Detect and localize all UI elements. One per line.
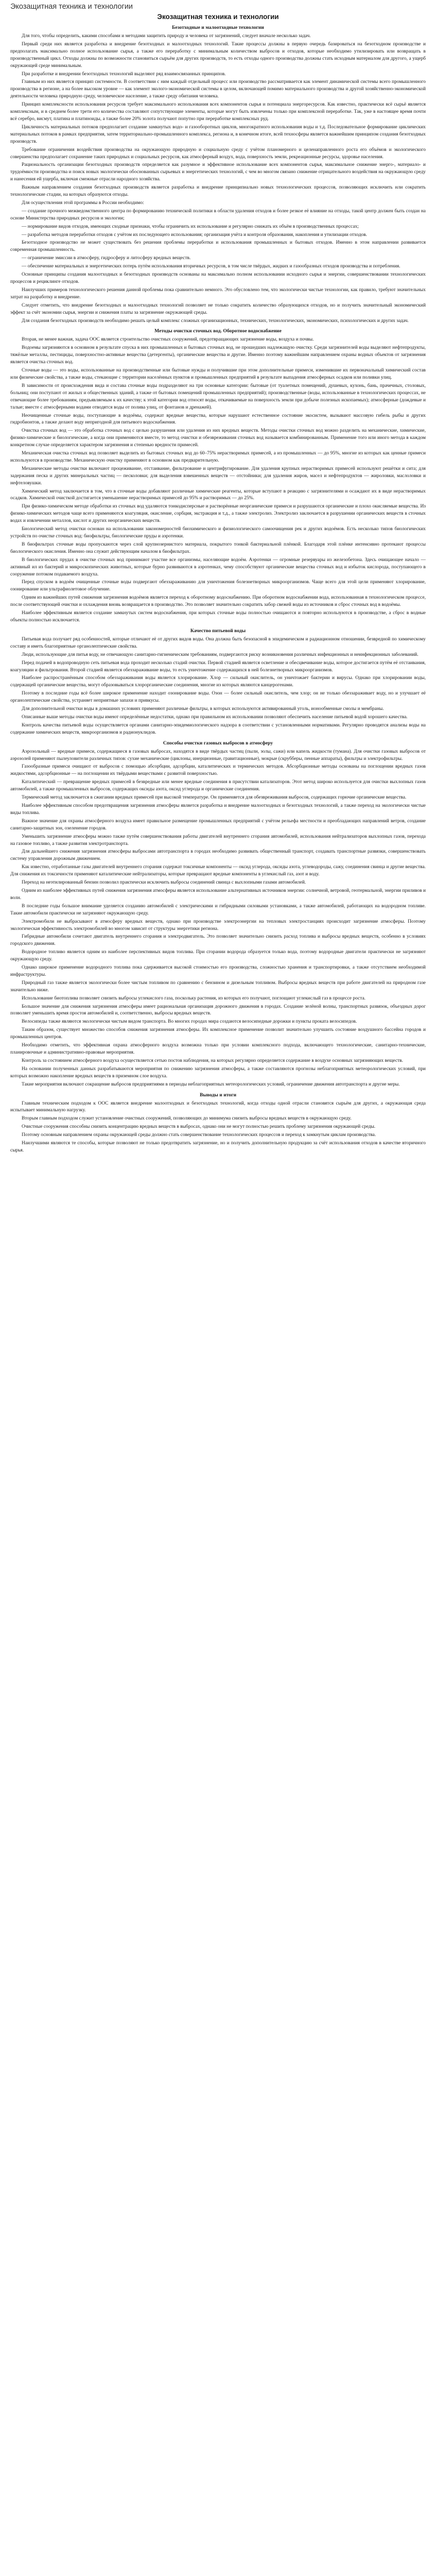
paragraph: — ограничение эмиссии в атмосферу, гидросферу и литосферу вредных веществ.	[22, 256, 191, 261]
document-section	[10, 24, 426, 325]
paragraph: Необходимо отметить, что эффективная охрана атмосферного воздуха возможна только при условии комплексного подхода, включающего технологические, санитарно-технические, планировочные и административно-правовые мероприятия.	[10, 1043, 426, 1055]
paragraph: Главным из них является принцип системности. В соответствии с ним каждый отдельный процесс или производство рассматривается как элемент динамической системы всего промышленного производства в регионе, а на более высоком уровне — как элемент эколого-экономической системы в целом, включающей помимо материального производства и другой хозяйственно-экономической деятельности человека природную среду, человеческое население, а также среду обитания человека.	[10, 79, 426, 99]
document-section	[10, 740, 426, 1089]
paragraph: Для осуществления этой программы в России необходимо:	[22, 200, 144, 206]
paragraph: Таким образом, существует множество способов снижения загрязнения атмосферы. Их комплексное применение позволит значительно улучшить состояние воздушного бассейна городов и промышленных центров.	[10, 1027, 426, 1040]
paragraph: Очистка сточных вод — это обработка сточных вод с целью разрушения или удаления из них вредных веществ. Методы очистки сточных вод можно разделить на механические, химические, физико-химические и биологические, а когда они применяются вместе, то метод очистки и обезвреживания сточных вод называется комбинированным. Применение того или иного метода в каждом конкретном случае определяется характером загрязнения и степенью вредности примесей.	[10, 428, 426, 448]
paragraph: Использование биотоплива позволяет снизить выбросы углекислого газа, поскольку растения, из которых его получают, поглощают углекислый газ в процессе роста.	[22, 995, 366, 1001]
paragraph: Перед подачей в водопроводную сеть питьевая вода проходит несколько стадий очистки. Первой стадией является осветление и обесцвечивание воды, которое достигается путём её отстаивания, коагуляции и фильтрования. Второй стадией является обеззараживание воды, то есть уничтожение содержащихся в ней болезнетворных микроорганизмов.	[10, 660, 426, 673]
paragraph: Поэтому основным направлением охраны окружающей среды должно стать совершенствование технологических процессов и переход к замкнутым циклам производства.	[22, 1132, 376, 1138]
paragraph: Наиболее эффективным способом предотвращения загрязнения атмосферы является разработка и внедрение малоотходных и безотходных технологий, а также переход на экологически чистые виды топлива.	[10, 803, 426, 816]
paragraph: Вторая, не менее важная, задача ООС является строительство очистных сооружений, предотвращающих загрязнение воды, воздуха и почвы.	[22, 337, 314, 343]
paragraph: Первый среди них является разработка и внедрение безотходных и малоотходных технологий. Такие процессы должны в первую очередь базироваться на безотходном производстве и предполагать максимально полное использование сырья, а также его переработку с минимальным количеством выбросов и отходов, которые необходимо утилизировать или возвращать в производственный цикл. Отходы должны по возможности становиться сырьём для других производств, то есть отходы одного производства должны стать исходным материалом для другого, а ущерб окружающей среде минимальным.	[10, 41, 426, 69]
paragraph: Наиболее распространённым способом обеззараживания воды является хлорирование. Хлор — сильный окислитель, он уничтожает бактерии и вирусы. Однако при хлорировании воды, содержащей органические вещества, могут образовываться хлорорганические соединения, многие из которых являются канцерогенами.	[10, 675, 426, 688]
paragraph: Переход на неэтилированный бензин позволил практически исключить выбросы соединений свинца с выхлопными газами автомобилей.	[22, 880, 306, 886]
paragraph: Неочищенные сточные воды, поступающие в водоёмы, содержат вредные вещества, которые нарушают естественное состояние экосистем, вызывают массовую гибель рыбы и других гидробионтов, а также делают воду непригодной для питьевого водоснабжения.	[10, 413, 426, 426]
paragraph: Уменьшить загрязнение атмосферы можно также путём совершенствования работы двигателей внутреннего сгорания автомобилей, использования нейтрализаторов выхлопных газов, перехода на газовое топливо, а также развития электротранспорта.	[10, 834, 426, 846]
paragraph: Одним из важнейших путей снижения загрязнения водоёмов является переход к оборотному водоснабжению. При оборотном водоснабжении вода, использованная в технологическом процессе, после соответствующей очистки и охлаждения вновь возвращается в производство. Это позволяет значительно сократить забор свежей воды из источников и сброс сточных вод в водоёмы.	[10, 595, 426, 608]
paragraph: Механическая очистка сточных вод позволяет выделить из бытовых сточных вод до 60–75% нерастворимых примесей, а из промышленных — до 95%, многие из которых как ценные примеси используются в производстве. Механическую очистку применяют в основном как предварительную.	[10, 451, 426, 463]
paragraph: Однако широкое применение водородного топлива пока сдерживается высокой стоимостью его производства, сложностью хранения и транспортировки, а также отсутствием необходимой инфраструктуры.	[10, 965, 426, 977]
paragraph: Большое значение для снижения загрязнения атмосферы имеет рациональная организация дорожного движения в городах. Создание зелёной волны, транспортных развязок, объездных дорог позволяет уменьшить время простоя автомобилей и, соответственно, выбросы вредных веществ.	[10, 1004, 426, 1016]
paragraph: Водоемы загрязняются в основном в результате спуска в них промышленных и бытовых сточных вод, не прошедших надлежащую очистку. Среди загрязнителей воды выделяют нефтепродукты, тяжёлые металлы, пестициды, поверхностно-активные вещества (детергенты), органические вещества и другие. Именно поэтому важнейшим направлением охраны водных объектов от загрязнения является очистка сточных вод.	[10, 345, 426, 365]
document-section	[10, 1092, 426, 1155]
paragraph: Наиболее эффективным является создание замкнутых систем водоснабжения, при которых сточные воды полностью очищаются и повторно используются в производстве, а сброс в водные объекты полностью исключается.	[10, 611, 426, 623]
paragraph: — разработка методов переработки отходов с учётом их последующего использования; организация учёта и контроля образования, накопления и утилизации отходов.	[22, 232, 368, 238]
paragraph: Наилучшими являются те способы, которые позволяют не только предотвратить загрязнение, но и получить дополнительную продукцию за счёт использования отходов в качестве вторичного сырья.	[10, 1141, 426, 1153]
paragraph: Химический метод заключается в том, что в сточные воды добавляют различные химические реагенты, которые вступают в реакцию с загрязнителями и осаждают их в виде нерастворимых осадков. Химической очисткой достигается уменьшение нерастворимых примесей до 95% и растворимых — до 25%.	[10, 488, 426, 501]
paragraph: Водородное топливо является одним из наиболее перспективных видов топлива. При сгорании водорода образуется только вода, поэтому водородные двигатели практически не загрязняют окружающую среду.	[10, 950, 426, 962]
section-heading: Способы очистки газовых выбросов в атмосферу	[163, 740, 273, 746]
paragraph: Сточные воды — это воды, использованные на производственные или бытовые нужды и получившие при этом дополнительные примеси, изменившие их первоначальный химический состав или физические свойства, а также воды, стекающие с территории населённых пунктов и промышленных предприятий в результате выпадения атмосферных осадков или поливки улиц.	[10, 368, 426, 380]
paragraph: Аэрозольный — вредные примеси, содержащиеся в газовых выбросах, находятся в виде твёрдых частиц (пыли, золы, сажи) или капель жидкости (тумана). Для очистки газовых выбросов от аэрозолей применяют пылеуловители различных типов: сухие механические (циклоны, инерционные, гравитационные), мокрые (скрубберы, пенные аппараты), фильтры и электрофильтры.	[10, 749, 426, 761]
paragraph: Велосипеды также являются экологически чистым видом транспорта. Во многих городах мира создаются велосипедные дорожки и пункты проката велосипедов.	[22, 1019, 357, 1025]
paragraph: Для создания безотходных производств необходимо решать целый комплекс сложных организационных, технических, технологических, экономических, психологических и других задач.	[22, 318, 409, 324]
document-body	[10, 24, 426, 1155]
document-section	[10, 328, 426, 624]
paragraph: Основные принципы создания малоотходных и безотходных производств основаны на максимально полном использовании исходного сырья и энергии, совершенствовании технологических процессов и рециклинге отходов.	[10, 272, 426, 284]
paragraph: В биологических прудах в очистке сточных вод принимают участие все организмы, населяющие водоём. Аэротенки — огромные резервуары из железобетона. Здесь очищающее начало — активный ил из бактерий и микроскопических животных, которые бурно развиваются в аэротенках, чему способствуют органические вещества сточных вод и избыток кислорода, поступающего в сооружение потоком подаваемого воздуха.	[10, 557, 426, 577]
paragraph: Электромобили не выбрасывают в атмосферу вредных веществ, однако при производстве электроэнергии на тепловых электростанциях происходит загрязнение атмосферы. Поэтому экологическая эффективность электромобилей во многом зависит от структуры энергетики региона.	[10, 919, 426, 931]
paragraph: Природный газ также является экологически более чистым топливом по сравнению с бензином и дизельным топливом. Выбросы вредных веществ при работе двигателей на природном газе значительно ниже.	[10, 980, 426, 993]
paragraph: В зависимости от происхождения вида и состава сточные воды подразделяют на три основные категории: бытовые (от туалетных помещений, душевых, кухонь, бань, прачечных, столовых, больниц; они поступают от жилых и общественных зданий, а также от бытовых помещений промышленных предприятий); производственные (воды, использованные в технологических процессах, не отвечающие более требованиям, предъявляемым к их качеству; к этой категории вод относят воды, откачиваемые на поверхность земли при добыче полезных ископаемых); атмосферные (дождевые и талые; вместе с атмосферными водами отводятся воды от полива улиц, от фонтанов и дренажей).	[10, 383, 426, 410]
section-heading: Выводы и итоги	[200, 1092, 236, 1098]
document-section	[10, 628, 426, 737]
paragraph: Наилучших примеров технологического решения данной проблемы пока сравнительно немного. Это обусловлено тем, что экологически чистые технологии, как правило, требуют значительных затрат на разработку и внедрение.	[10, 287, 426, 300]
paragraph: Люди, использующие для питья воду, не отвечающую санитарно-гигиеническим требованиям, подвергаются риску возникновения различных инфекционных и неинфекционных заболеваний.	[22, 652, 418, 657]
paragraph: Питьевая вода получает ряд особенностей, которые отличают её от других видов воды. Она должна быть безопасной в эпидемическом и радиационном отношении, безвредной по химическому составу и иметь благоприятные органолептические свойства.	[10, 636, 426, 649]
paragraph: Важное значение для охраны атмосферного воздуха имеет правильное размещение промышленных предприятий с учётом рельефа местности и преобладающих направлений ветров, создание санитарно-защитных зон, озеленение городов.	[10, 818, 426, 831]
paragraph: Для дополнительной очистки воды в домашних условиях применяют различные фильтры, в которых используются активированный уголь, ионообменные смолы и мембраны.	[22, 706, 384, 712]
paragraph: Важным направлением создания безотходных производств является разработка и внедрение принципиально новых технологических процессов, позволяющих исключить или сократить технологические стадии, на которых образуются отходы.	[10, 185, 426, 198]
paragraph: Каталитический — превращение вредных примесей в безвредные или менее вредные соединения в присутствии катализаторов. Этот метод широко используется для очистки выхлопных газов автомобилей, а также промышленных выбросов, содержащих оксиды азота, оксид углерода и органические соединения.	[10, 779, 426, 792]
paragraph: Требование ограничения воздействия производства на окружающую природную и социальную среду с учётом планомерного и целенаправленного роста его объёмов и экологического совершенства предполагает сохранение таких природных и социальных ресурсов, как атмосферный воздух, вода, поверхность земли, рекреационные ресурсы, здоровье населения.	[10, 147, 426, 160]
paragraph: Поэтому в последние годы всё более широкое применение находит озонирование воды. Озон — более сильный окислитель, чем хлор; он не только обеззараживает воду, но и улучшает её органолептические свойства, устраняет неприятные запахи и привкусы.	[10, 691, 426, 704]
paragraph: Безотходное производство не может существовать без решения проблемы переработки и использования промышленных и бытовых отходов. Именно в этом направлении развивается современная промышленность.	[10, 240, 426, 253]
section-heading: Качество питьевой воды	[190, 628, 246, 634]
paragraph: Рациональность организации безотходных производств определяется как разумное и эффективное использование всех компонентов сырья, максимальное снижение энерго-, материало- и трудоёмкости производства и поиск новых экологически обоснованных сырьевых и энергетических технологий, с чем во многом связано снижение отрицательного воздействия на окружающую среду и нанесения ей ущерба, включая смежные отрасли народного хозяйства.	[10, 162, 426, 182]
paragraph: — создание прочного межведомственного центра по формированию технической политики в области удаления отходов и более резкое её влияние на отходы, такой центр должен быть создан на основе Министерства природных ресурсов и экологии;	[10, 208, 426, 221]
paragraph: Такие мероприятия включают сокращение выбросов предприятиями в периоды неблагоприятных метеорологических условий, ограничение движения автотранспорта и другие меры.	[22, 1081, 400, 1087]
paragraph: Газообразные примеси очищают от выбросов с помощью абсорбции, адсорбции, каталитических и термических методов. Абсорбционные методы основаны на поглощении вредных газов жидкостями, адсорбционные — на поглощении их твёрдыми веществами с развитой поверхностью.	[10, 764, 426, 777]
document-heading: Экозащитная техника и технологии	[157, 13, 279, 21]
paragraph: Термический метод заключается в сжигании вредных примесей при высокой температуре. Он применяется для обезвреживания выбросов, содержащих горючие органические вещества.	[22, 795, 407, 801]
paragraph: В последние годы большое внимание уделяется созданию автомобилей с электрическими и гибридными силовыми установками, а также автомобилей, работающих на водородном топливе. Такие автомобили практически не загрязняют окружающую среду.	[10, 903, 426, 916]
paragraph: Для того, чтобы определить, какими способами и методами защитить природу и человека от загрязнений, следует вначале несколько задач.	[22, 33, 311, 39]
paragraph: Одним из наиболее эффективных путей снижения загрязнения атмосферы является использование альтернативных источников энергии: солнечной, ветровой, геотермальной, энергии приливов и волн.	[10, 888, 426, 901]
paragraph: При разработке и внедрении безотходных технологий выделяют ряд взаимосвязанных принципов.	[22, 71, 226, 77]
paragraph: Контроль качества питьевой воды осуществляется органами санитарно-эпидемиологического надзора в соответствии с установленными нормативами. Регулярно проводятся анализы воды на содержание химических веществ, микроорганизмов и радионуклидов.	[10, 722, 426, 735]
page-title: Экозащитная техника и технологии	[10, 3, 133, 11]
paragraph: Следует отметить, что внедрение безотходных и малоотходных технологий позволяет не только сократить количество образующихся отходов, но и получить значительный экономический эффект за счёт экономии сырья, энергии и снижения платы за загрязнение окружающей среды.	[10, 302, 426, 315]
paragraph: На основании полученных данных разрабатываются мероприятия по снижению загрязнения атмосферы, а также составляются прогнозы неблагоприятных метеорологических условий, при которых возможно накопление вредных веществ в приземном слое воздуха.	[10, 1066, 426, 1079]
paragraph: Принцип комплексности использования ресурсов требует максимального использования всех компонентов сырья и потенциала энергоресурсов. Как известно, практически всё сырьё является комплексным, и в среднем более трети его количества составляют сопутствующие элементы, которые могут быть извлечены только при комплексной переработке. Так, уже в настоящее время почти всё серебро, висмут, платина и платиноиды, а также более 20% золота получают попутно при переработке комплексных руд.	[10, 102, 426, 122]
paragraph: Контроль за состоянием атмосферного воздуха осуществляется сетью постов наблюдения, на которых регулярно определяется содержание в воздухе основных загрязняющих веществ.	[22, 1058, 403, 1063]
paragraph: Биологический метод очистки основан на использовании закономерностей биохимического и физиологического самоочищения рек и других водоёмов. Есть несколько типов биологических устройств по очистке сточных вод: биофильтры, биологические пруды и аэротенки.	[10, 527, 426, 539]
paragraph: Цикличность материальных потоков предполагает создание замкнутых водо- и газооборотных циклов, многократного использования воды и т.д. Последовательное формирование циклических материальных потоков в рамках предприятия, затем территориально-промышленного комплекса, региона и, в конечном итоге, всей техносферы является важнейшим принципом создания безотходных производств.	[10, 124, 426, 144]
paragraph: — нормирование видов отходов, имеющих сходные признаки, чтобы ограничить их использование и регулярно снижать их объём в производственных процессах;	[22, 224, 359, 229]
paragraph: В биофильтрах сточные воды пропускаются через слой крупнозернистого материала, покрытого тонкой бактериальной плёнкой. Благодаря этой плёнке интенсивно протекают процессы биологического окисления. Именно она служит действующим началом в биофильтрах.	[10, 541, 426, 554]
paragraph: Как известно, отработанные газы двигателей внутреннего сгорания содержат токсичные компоненты — оксид углерода, оксиды азота, углеводороды, сажу, соединения свинца и другие вещества. Для снижения их токсичности применяют каталитические нейтрализаторы, которые превращают вредные компоненты в углекислый газ, азот и воду.	[10, 865, 426, 877]
paragraph: — обеспечение материальных и энергетических потерь путём использования вторичных ресурсов, в том числе твёрдых, жидких и газообразных отходов производства и потребления.	[22, 264, 400, 269]
paragraph: Механические методы очистки включают процеживание, отстаивание, фильтрование и центрифугирование. Для удаления крупных нерастворимых примесей используют решётки и сита; для задержания песка и других минеральных частиц — песколовки; для выделения взвешенных веществ — отстойники; для удаления жиров, масел и нефтепродуктов — жироловки, маслоловки и нефтеловушки.	[10, 466, 426, 486]
section-heading: Методы очистки сточных вод. Оборотное водоснабжение	[154, 328, 282, 334]
paragraph: Главным техническим подходом к ООС является внедрение малоотходных и безотходных технологий, когда отходы одной отрасли становятся сырьём для других, а окружающая среда испытывает минимальную нагрузку.	[10, 1100, 426, 1113]
paragraph: Гибридные автомобили сочетают двигатель внутреннего сгорания и электродвигатель. Это позволяет значительно снизить расход топлива и выбросы вредных веществ, особенно в условиях городского движения.	[10, 934, 426, 947]
paragraph: Перед спуском в водоём очищенные сточные воды подвергают обеззараживанию для уничтожения болезнетворных микроорганизмов. Чаще всего для этой цели применяют хлорирование, озонирование или ультрафиолетовое облучение.	[10, 580, 426, 592]
paragraph: Для дальнейшего снижения загрязнения атмосферы выбросами автотранспорта в городах необходимо развивать общественный транспорт, создавать транспортные развязки, совершенствовать систему управления дорожным движением.	[10, 849, 426, 862]
paragraph: При физико-химическом методе обработки из сточных вод удаляются тонкодисперсные и растворённые неорганические примеси и разрушаются органические и плохо окисляемые вещества. Из физико-химических методов чаще всего применяются коагуляция, окисление, сорбция, экстракция и т.д., а также электролиз. Электролиз заключается в разрушении органических веществ в сточных водах и извлечении металлов, кислот и других неорганических веществ.	[10, 504, 426, 524]
paragraph: Описанные выше методы очистки воды имеют определённые недостатки, однако при правильном их использовании позволяют обеспечить население питьевой водой хорошего качества.	[22, 714, 408, 720]
paragraph: Очистные сооружения способны снизить концентрацию вредных веществ в выбросах, однако они не могут полностью решить проблему загрязнения окружающей среды.	[22, 1124, 376, 1130]
section-heading: Безотходные и малоотходные технологии	[172, 25, 264, 30]
paragraph: Вторым главным подходом служит установление очистных сооружений, позволяющих до минимума снизить выбросы вредных веществ в окружающую среду.	[22, 1116, 352, 1122]
